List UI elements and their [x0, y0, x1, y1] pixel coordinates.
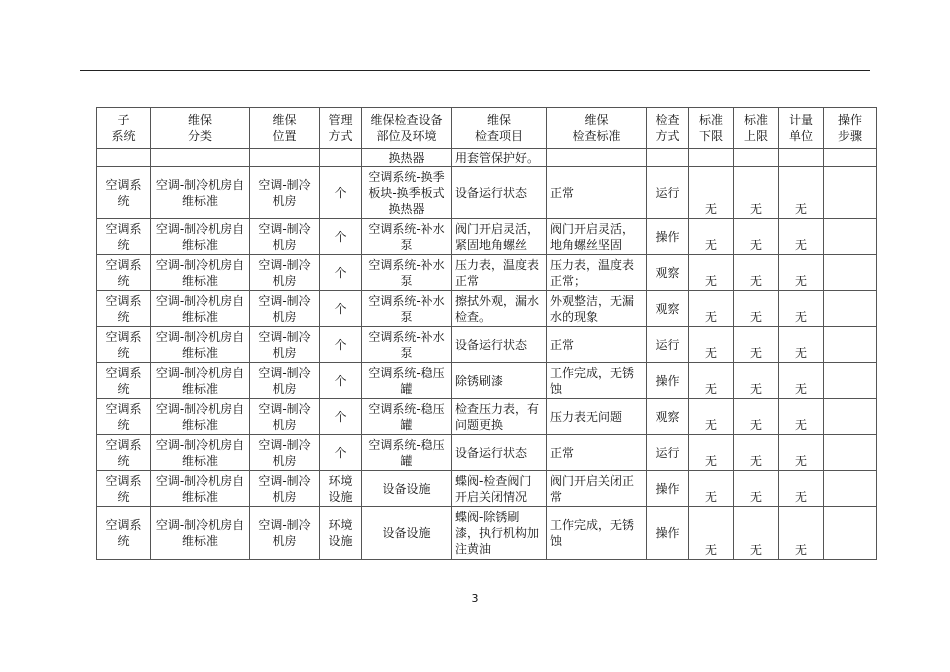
- cell-check-method: 运行: [647, 167, 689, 219]
- col-header-equipment: 维保检查设备 部位及环境: [362, 108, 452, 149]
- cell-check-standard: [547, 149, 647, 167]
- table-row: [97, 435, 877, 471]
- cell-category: 空调-制冷机房自维标准: [151, 167, 250, 219]
- col-header-check-item: 维保 检查项目: [452, 108, 547, 149]
- cell-management: 个: [320, 435, 362, 471]
- cell-management: 个: [320, 363, 362, 399]
- cell-check-method: 观察: [647, 291, 689, 327]
- cell-management: 个: [320, 255, 362, 291]
- cell-category: 空调-制冷机房自维标准: [151, 399, 250, 435]
- cell-upper-limit: 无: [734, 363, 779, 399]
- cell-unit: 无: [779, 399, 824, 435]
- cell-check-standard: 正常: [547, 327, 647, 363]
- cell-check-item: 蝶阀-除锈刷漆，执行机构加注黄油: [452, 507, 547, 560]
- cell-unit: 无: [779, 291, 824, 327]
- cell-steps: [824, 327, 877, 363]
- col-header-check-standard: 维保 检查标准: [547, 108, 647, 149]
- cell-management: 环境设施: [320, 471, 362, 507]
- table-row: [97, 167, 877, 219]
- cell-management: [320, 149, 362, 167]
- cell-unit: 无: [779, 255, 824, 291]
- cell-unit: [779, 149, 824, 167]
- cell-upper-limit: 无: [734, 291, 779, 327]
- cell-management: 个: [320, 219, 362, 255]
- cell-check-standard: 外观整洁，无漏水的现象: [547, 291, 647, 327]
- cell-subsystem: 空调系统: [97, 507, 151, 560]
- cell-location: 空调-制冷机房: [250, 471, 320, 507]
- cell-equipment: 设备设施: [362, 471, 452, 507]
- cell-unit: 无: [779, 167, 824, 219]
- cell-check-standard: 阀门开启灵活，地角螺丝坚固: [547, 219, 647, 255]
- col-header-location: 维保 位置: [250, 108, 320, 149]
- cell-check-method: 运行: [647, 327, 689, 363]
- cell-check-item: 除锈刷漆: [452, 363, 547, 399]
- cell-location: 空调-制冷机房: [250, 399, 320, 435]
- cell-equipment: 空调系统-换季板块-换季板式换热器: [362, 167, 452, 219]
- table-row: [97, 363, 877, 399]
- cell-equipment: 换热器: [362, 149, 452, 167]
- cell-check-item: 压力表，温度表正常: [452, 255, 547, 291]
- cell-check-method: 观察: [647, 255, 689, 291]
- cell-subsystem: 空调系统: [97, 327, 151, 363]
- cell-upper-limit: 无: [734, 471, 779, 507]
- cell-check-standard: 正常: [547, 435, 647, 471]
- cell-steps: [824, 255, 877, 291]
- cell-lower-limit: 无: [689, 219, 734, 255]
- cell-upper-limit: 无: [734, 255, 779, 291]
- col-header-management: 管理 方式: [320, 108, 362, 149]
- cell-check-standard: 阀门开启关闭正常: [547, 471, 647, 507]
- cell-category: [151, 149, 250, 167]
- table-row: [97, 399, 877, 435]
- cell-lower-limit: 无: [689, 255, 734, 291]
- cell-location: 空调-制冷机房: [250, 167, 320, 219]
- cell-subsystem: 空调系统: [97, 255, 151, 291]
- col-header-lower-limit: 标准 下限: [689, 108, 734, 149]
- cell-upper-limit: 无: [734, 507, 779, 560]
- cell-location: 空调-制冷机房: [250, 327, 320, 363]
- cell-lower-limit: 无: [689, 327, 734, 363]
- cell-subsystem: 空调系统: [97, 167, 151, 219]
- maintenance-table: [96, 107, 877, 560]
- table-row: [97, 149, 877, 167]
- cell-unit: 无: [779, 471, 824, 507]
- page-number: 3: [471, 592, 479, 605]
- cell-check-method: 操作: [647, 363, 689, 399]
- cell-steps: [824, 219, 877, 255]
- cell-equipment: 空调系统-稳压罐: [362, 363, 452, 399]
- cell-lower-limit: 无: [689, 167, 734, 219]
- col-header-category: 维保 分类: [151, 108, 250, 149]
- table-row: [97, 327, 877, 363]
- cell-check-method: 运行: [647, 435, 689, 471]
- cell-equipment: 空调系统-补水泵: [362, 219, 452, 255]
- cell-upper-limit: 无: [734, 167, 779, 219]
- cell-check-item: 设备运行状态: [452, 167, 547, 219]
- cell-category: 空调-制冷机房自维标准: [151, 435, 250, 471]
- header-row: [97, 108, 877, 149]
- table-row: [97, 219, 877, 255]
- cell-category: 空调-制冷机房自维标准: [151, 507, 250, 560]
- cell-subsystem: [97, 149, 151, 167]
- cell-check-item: 设备运行状态: [452, 435, 547, 471]
- cell-check-method: [647, 149, 689, 167]
- cell-check-standard: 压力表无问题: [547, 399, 647, 435]
- cell-management: 个: [320, 167, 362, 219]
- col-header-unit: 计量 单位: [779, 108, 824, 149]
- cell-steps: [824, 167, 877, 219]
- cell-equipment: 空调系统-稳压罐: [362, 435, 452, 471]
- table-row: [97, 291, 877, 327]
- cell-lower-limit: 无: [689, 471, 734, 507]
- cell-unit: 无: [779, 435, 824, 471]
- cell-management: 个: [320, 327, 362, 363]
- cell-steps: [824, 399, 877, 435]
- table-row: [97, 255, 877, 291]
- cell-steps: [824, 435, 877, 471]
- cell-category: 空调-制冷机房自维标准: [151, 471, 250, 507]
- cell-check-item: 用套管保护好。: [452, 149, 547, 167]
- cell-category: 空调-制冷机房自维标准: [151, 255, 250, 291]
- cell-check-method: 操作: [647, 219, 689, 255]
- cell-category: 空调-制冷机房自维标准: [151, 363, 250, 399]
- cell-location: 空调-制冷机房: [250, 255, 320, 291]
- cell-equipment: 空调系统-补水泵: [362, 255, 452, 291]
- cell-upper-limit: 无: [734, 399, 779, 435]
- table-row: [97, 507, 877, 560]
- cell-location: 空调-制冷机房: [250, 507, 320, 560]
- cell-category: 空调-制冷机房自维标准: [151, 327, 250, 363]
- cell-location: 空调-制冷机房: [250, 435, 320, 471]
- cell-equipment: 空调系统-补水泵: [362, 327, 452, 363]
- cell-management: 个: [320, 291, 362, 327]
- cell-subsystem: 空调系统: [97, 435, 151, 471]
- cell-check-method: 操作: [647, 471, 689, 507]
- cell-unit: 无: [779, 363, 824, 399]
- cell-steps: [824, 149, 877, 167]
- cell-subsystem: 空调系统: [97, 399, 151, 435]
- cell-lower-limit: 无: [689, 291, 734, 327]
- cell-equipment: 空调系统-稳压罐: [362, 399, 452, 435]
- cell-steps: [824, 291, 877, 327]
- header-rule: [80, 70, 870, 71]
- cell-upper-limit: 无: [734, 327, 779, 363]
- cell-location: 空调-制冷机房: [250, 219, 320, 255]
- cell-unit: 无: [779, 327, 824, 363]
- cell-check-standard: 正常: [547, 167, 647, 219]
- cell-upper-limit: [734, 149, 779, 167]
- cell-upper-limit: 无: [734, 435, 779, 471]
- cell-steps: [824, 507, 877, 560]
- cell-subsystem: 空调系统: [97, 219, 151, 255]
- cell-upper-limit: 无: [734, 219, 779, 255]
- cell-lower-limit: 无: [689, 363, 734, 399]
- cell-management: 个: [320, 399, 362, 435]
- cell-check-standard: 工作完成，无锈蚀: [547, 363, 647, 399]
- cell-check-item: 阀门开启灵活，紧固地角螺丝: [452, 219, 547, 255]
- cell-check-method: 观察: [647, 399, 689, 435]
- cell-lower-limit: 无: [689, 435, 734, 471]
- cell-management: 环境设施: [320, 507, 362, 560]
- col-header-upper-limit: 标准 上限: [734, 108, 779, 149]
- col-header-subsystem: 子 系统: [97, 108, 151, 149]
- cell-check-standard: 工作完成，无锈蚀: [547, 507, 647, 560]
- cell-location: 空调-制冷机房: [250, 291, 320, 327]
- cell-check-item: 蝶阀-检查阀门开启关闭情况: [452, 471, 547, 507]
- cell-equipment: 设备设施: [362, 507, 452, 560]
- cell-lower-limit: [689, 149, 734, 167]
- cell-check-item: 设备运行状态: [452, 327, 547, 363]
- cell-lower-limit: 无: [689, 507, 734, 560]
- cell-steps: [824, 363, 877, 399]
- col-header-steps: 操作 步骤: [824, 108, 877, 149]
- cell-check-method: 操作: [647, 507, 689, 560]
- cell-check-item: 擦拭外观，漏水检查。: [452, 291, 547, 327]
- cell-equipment: 空调系统-补水泵: [362, 291, 452, 327]
- cell-check-standard: 压力表，温度表正常；: [547, 255, 647, 291]
- cell-subsystem: 空调系统: [97, 291, 151, 327]
- cell-check-item: 检查压力表，有问题更换: [452, 399, 547, 435]
- cell-location: 空调-制冷机房: [250, 363, 320, 399]
- cell-lower-limit: 无: [689, 399, 734, 435]
- cell-category: 空调-制冷机房自维标准: [151, 219, 250, 255]
- cell-category: 空调-制冷机房自维标准: [151, 291, 250, 327]
- cell-subsystem: 空调系统: [97, 471, 151, 507]
- col-header-check-method: 检查 方式: [647, 108, 689, 149]
- cell-subsystem: 空调系统: [97, 363, 151, 399]
- cell-unit: 无: [779, 219, 824, 255]
- cell-steps: [824, 471, 877, 507]
- cell-unit: 无: [779, 507, 824, 560]
- cell-location: [250, 149, 320, 167]
- table-row: [97, 471, 877, 507]
